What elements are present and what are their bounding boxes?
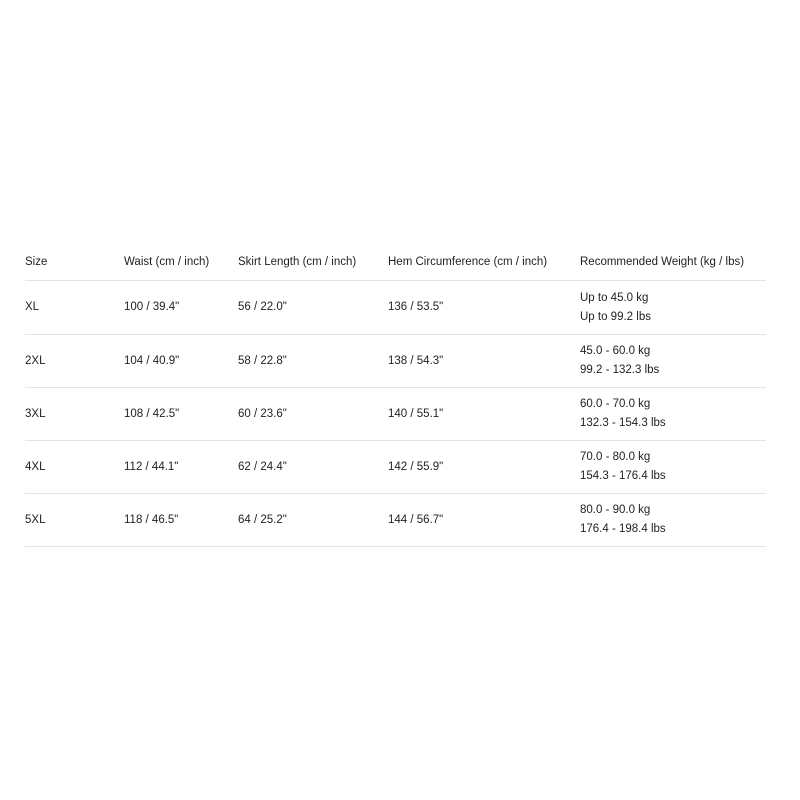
cell-skirt-length: 60 / 23.6"	[238, 388, 388, 441]
cell-hem: 138 / 54.3"	[388, 335, 580, 388]
cell-skirt-length: 58 / 22.8"	[238, 335, 388, 388]
cell-waist: 108 / 42.5"	[124, 388, 238, 441]
cell-hem: 140 / 55.1"	[388, 388, 580, 441]
weight-lbs: 154.3 - 176.4 lbs	[580, 470, 666, 482]
cell-size: 5XL	[25, 494, 124, 547]
cell-weight	[580, 335, 766, 388]
cell-skirt-length: 64 / 25.2"	[238, 494, 388, 547]
cell-size: 4XL	[25, 441, 124, 494]
cell-weight	[580, 494, 766, 547]
weight-lbs: Up to 99.2 lbs	[580, 310, 651, 323]
table-row	[25, 281, 766, 335]
cell-size: 3XL	[25, 388, 124, 441]
weight-kg: Up to 45.0 kg	[580, 291, 649, 304]
table-header-row	[25, 244, 766, 281]
cell-waist: 104 / 40.9"	[124, 335, 238, 388]
weight-kg: 60.0 - 70.0 kg	[580, 398, 651, 410]
cell-hem: 136 / 53.5"	[388, 281, 580, 335]
weight-kg: 80.0 - 90.0 kg	[580, 504, 651, 516]
table-row	[25, 388, 766, 441]
header-skirt-length: Skirt Length (cm / inch)	[238, 244, 388, 281]
cell-skirt-length: 62 / 24.4"	[238, 441, 388, 494]
header-hem-circumference: Hem Circumference (cm / inch)	[388, 244, 580, 281]
header-size: Size	[25, 244, 124, 281]
weight-lbs: 132.3 - 154.3 lbs	[580, 417, 666, 429]
cell-waist: 100 / 39.4"	[124, 281, 238, 335]
cell-size: 2XL	[25, 335, 124, 388]
size-chart-table	[25, 244, 766, 547]
weight-kg: 70.0 - 80.0 kg	[580, 451, 651, 463]
cell-waist: 118 / 46.5"	[124, 494, 238, 547]
table-row	[25, 335, 766, 388]
cell-weight	[580, 388, 766, 441]
cell-weight	[580, 281, 766, 335]
cell-skirt-length: 56 / 22.0"	[238, 281, 388, 335]
weight-lbs: 176.4 - 198.4 lbs	[580, 523, 666, 535]
header-waist: Waist (cm / inch)	[124, 244, 238, 281]
weight-lbs: 99.2 - 132.3 lbs	[580, 364, 660, 376]
cell-weight	[580, 441, 766, 494]
cell-waist: 112 / 44.1"	[124, 441, 238, 494]
weight-kg: 45.0 - 60.0 kg	[580, 345, 651, 357]
cell-size: XL	[25, 281, 124, 335]
header-recommended-weight: Recommended Weight (kg / lbs)	[580, 244, 766, 281]
table-row	[25, 441, 766, 494]
cell-hem: 142 / 55.9"	[388, 441, 580, 494]
cell-hem: 144 / 56.7"	[388, 494, 580, 547]
table-row	[25, 494, 766, 547]
